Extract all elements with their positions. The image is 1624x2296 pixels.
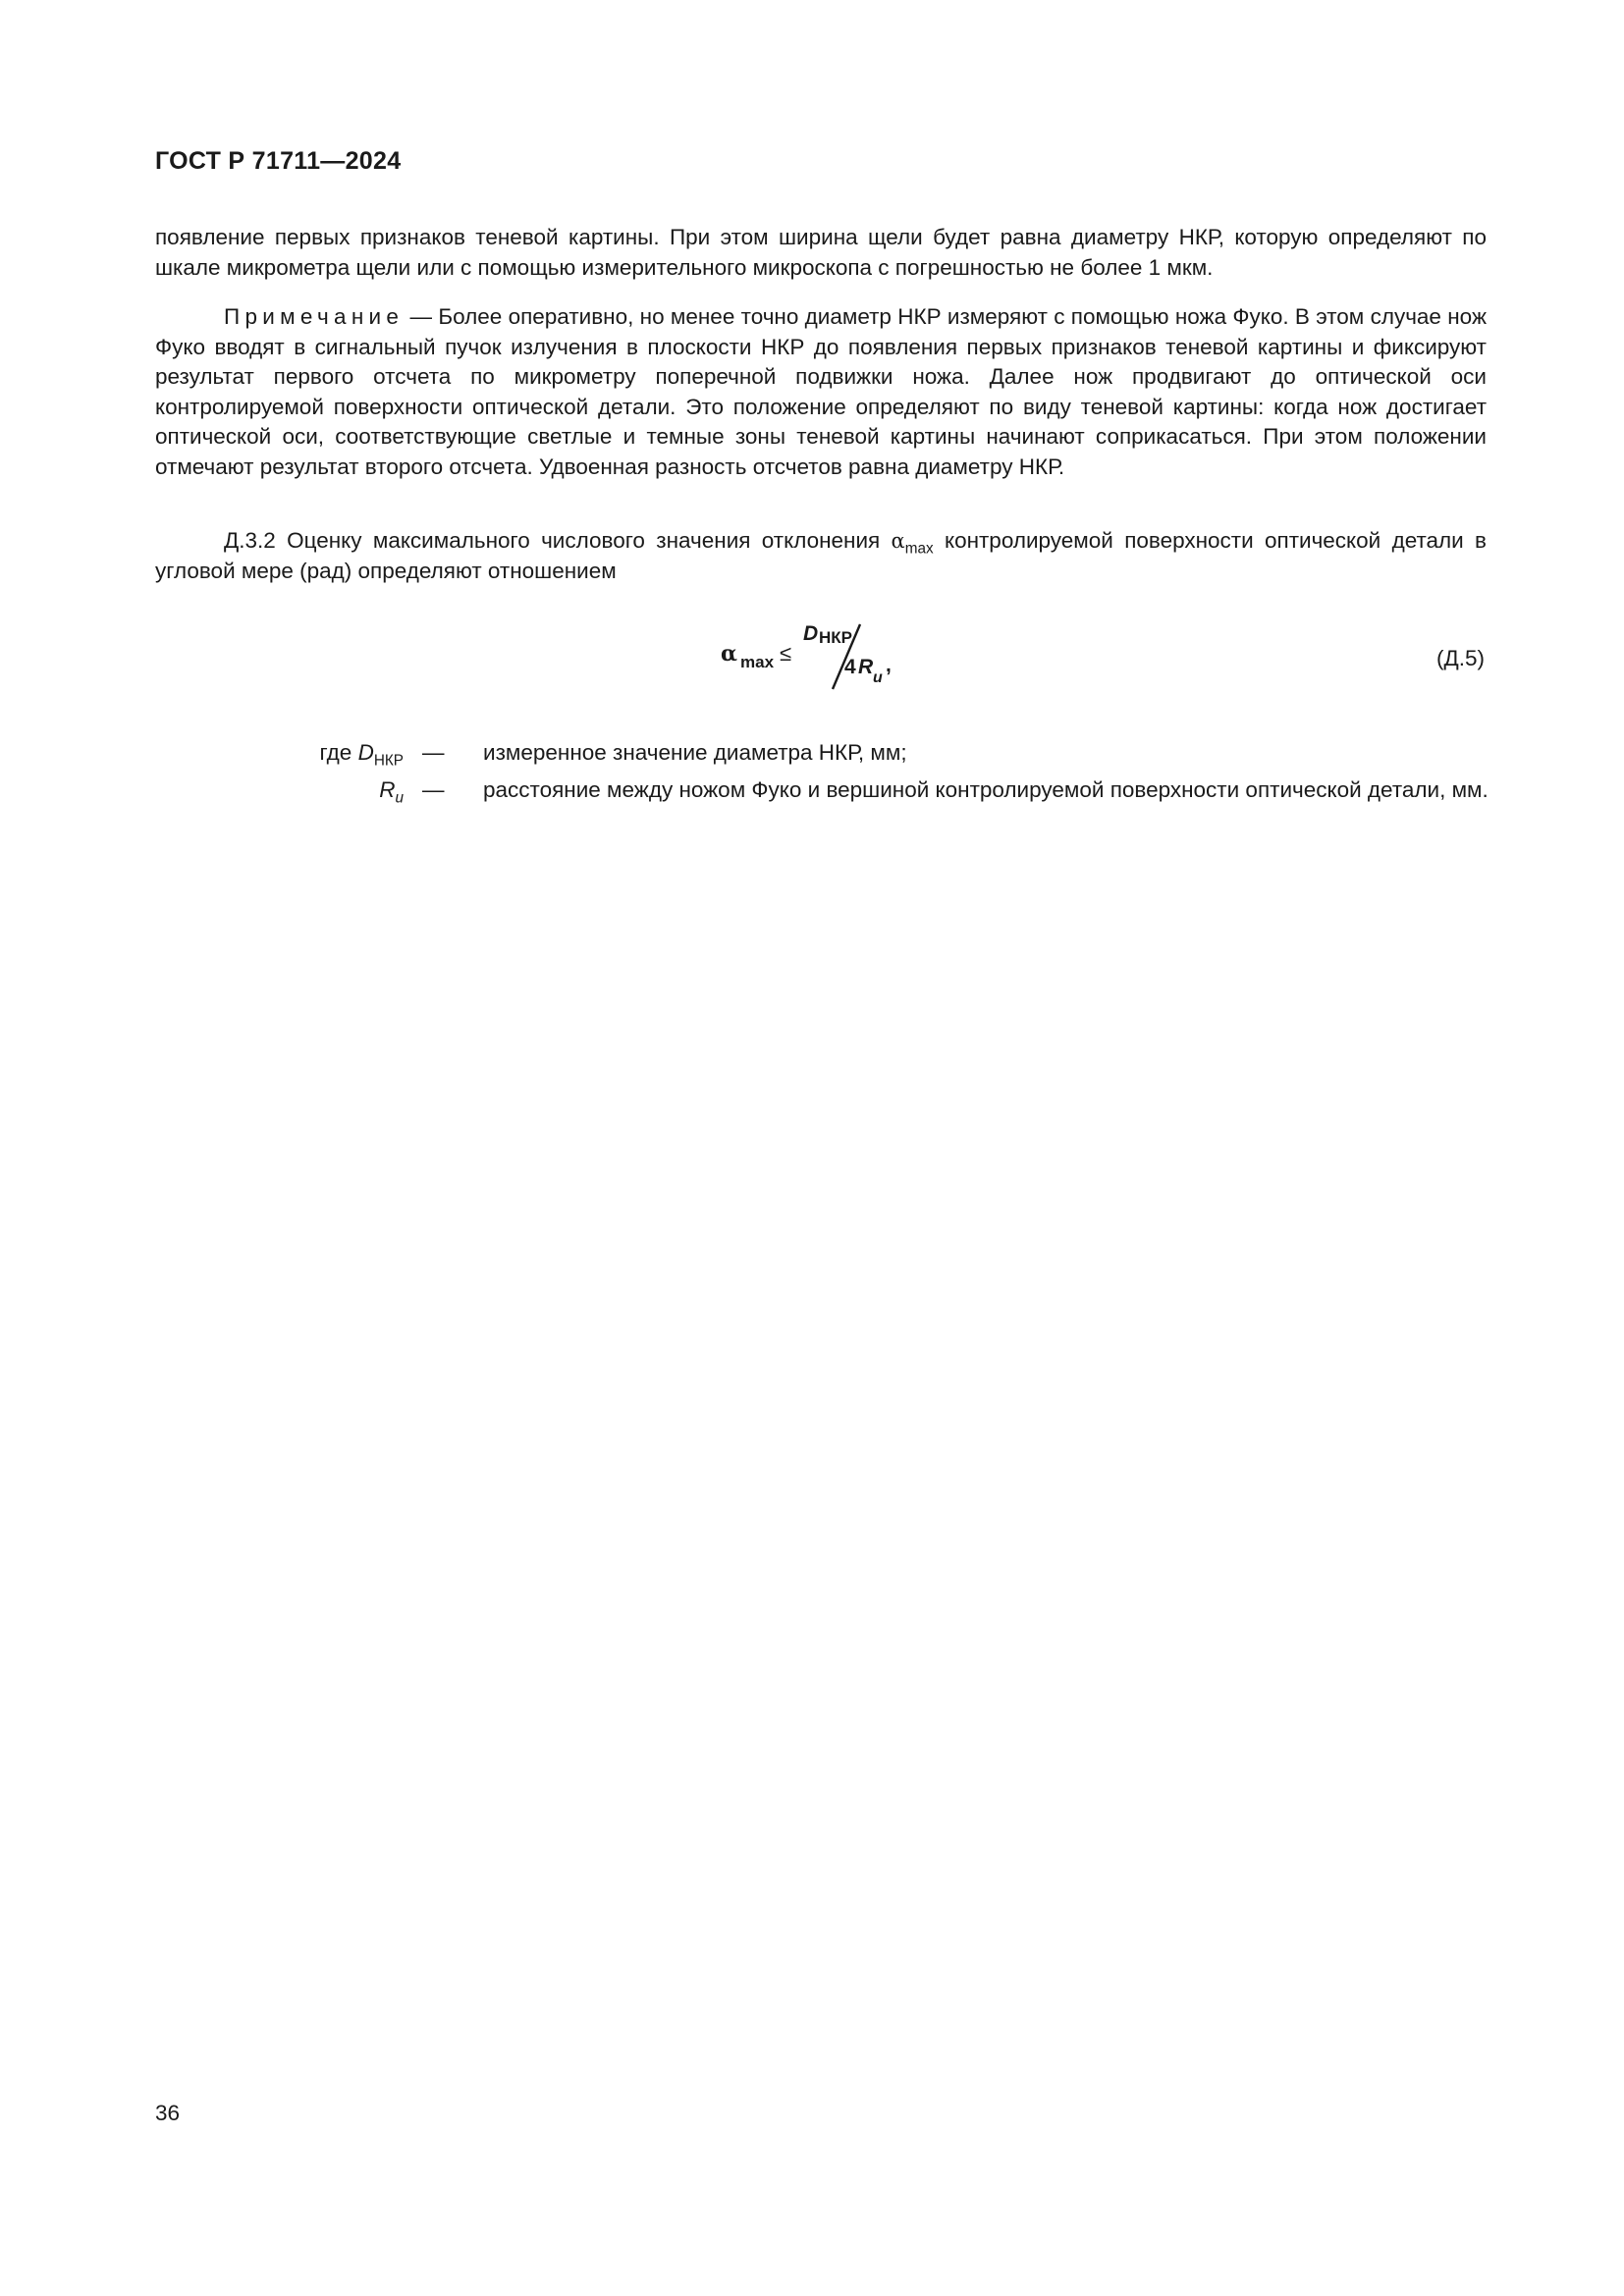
- alpha-symbol: α: [891, 529, 905, 553]
- document-header: ГОСТ Р 71711—2024: [155, 147, 402, 175]
- clause-text-start: Д.3.2 Оценку максимального числового значения отклонения: [224, 528, 892, 553]
- definition-symbol: [379, 772, 404, 809]
- definition-var-sub: u: [395, 789, 404, 807]
- formula-denominator-coef: 4: [844, 656, 856, 678]
- definition-prefix: где: [319, 740, 358, 765]
- note-label: Примечание: [224, 304, 405, 329]
- definition-dash: —: [422, 777, 445, 802]
- definition-row: [155, 734, 1487, 772]
- clause-d-3-2: [155, 526, 1487, 586]
- formula-denominator-sub: u: [873, 669, 883, 686]
- definition-symbol: [319, 734, 404, 772]
- definition-dash: —: [422, 740, 445, 765]
- equation-number: (Д.5): [1436, 646, 1485, 670]
- definition-row: [155, 772, 1487, 809]
- formula-comma: ,: [886, 654, 892, 676]
- page-number: 36: [155, 2101, 181, 2125]
- formula-alpha: α: [721, 641, 737, 667]
- clause-text-end: контролируемой поверхности оптической детали в угловой мере (рад) определяют отношением: [155, 528, 1488, 583]
- paragraph-continuation: появление первых признаков теневой картины. При этом ширина щели будет равна диаметру НКР, которую определяют по шкале микрометра щели или с помощью измерительного микроскопа с погрешностью не более 1 мкм.: [155, 225, 1487, 280]
- note-paragraph: [155, 302, 1487, 483]
- alpha-subscript: max: [904, 540, 934, 558]
- formula-relation: ≤: [780, 641, 792, 666]
- definition-text: расстояние между ножом Фуко и вершиной контролируемой поверхности оптической детали, мм.: [483, 777, 1489, 802]
- formula-numerator: D: [803, 622, 819, 645]
- definition-var: D: [357, 740, 374, 765]
- formula-numerator-sub: НКР: [819, 628, 852, 647]
- formula-d5: [721, 618, 976, 695]
- definition-var: R: [379, 777, 396, 802]
- formula-denominator-var: R: [858, 656, 874, 678]
- formula-alpha-sub: max: [740, 653, 775, 671]
- note-text: — Более оперативно, но менее точно диаметр НКР измеряют с помощью ножа Фуко. В этом случае нож Фуко вводят в сигнальный пучок излучения в плоскости НКР до появления первых признаков теневой картины и фиксируют результат первого отсчета по микрометру поперечной подвижки ножа. Далее нож продвигают до оптической оси контролируемой поверхности оптической детали. Это положение определяют по виду теневой картины: когда нож достигает оптической оси, соответствующие светлые и темные зоны теневой картины начинают соприкасаться. При этом положении отмечают результат второго отсчета. Удвоенная разность отсчетов равна диаметру НКР.: [155, 304, 1487, 479]
- definition-var-sub: НКР: [373, 752, 404, 770]
- definitions-list: [155, 734, 1487, 809]
- definition-text: измеренное значение диаметра НКР, мм;: [483, 740, 907, 765]
